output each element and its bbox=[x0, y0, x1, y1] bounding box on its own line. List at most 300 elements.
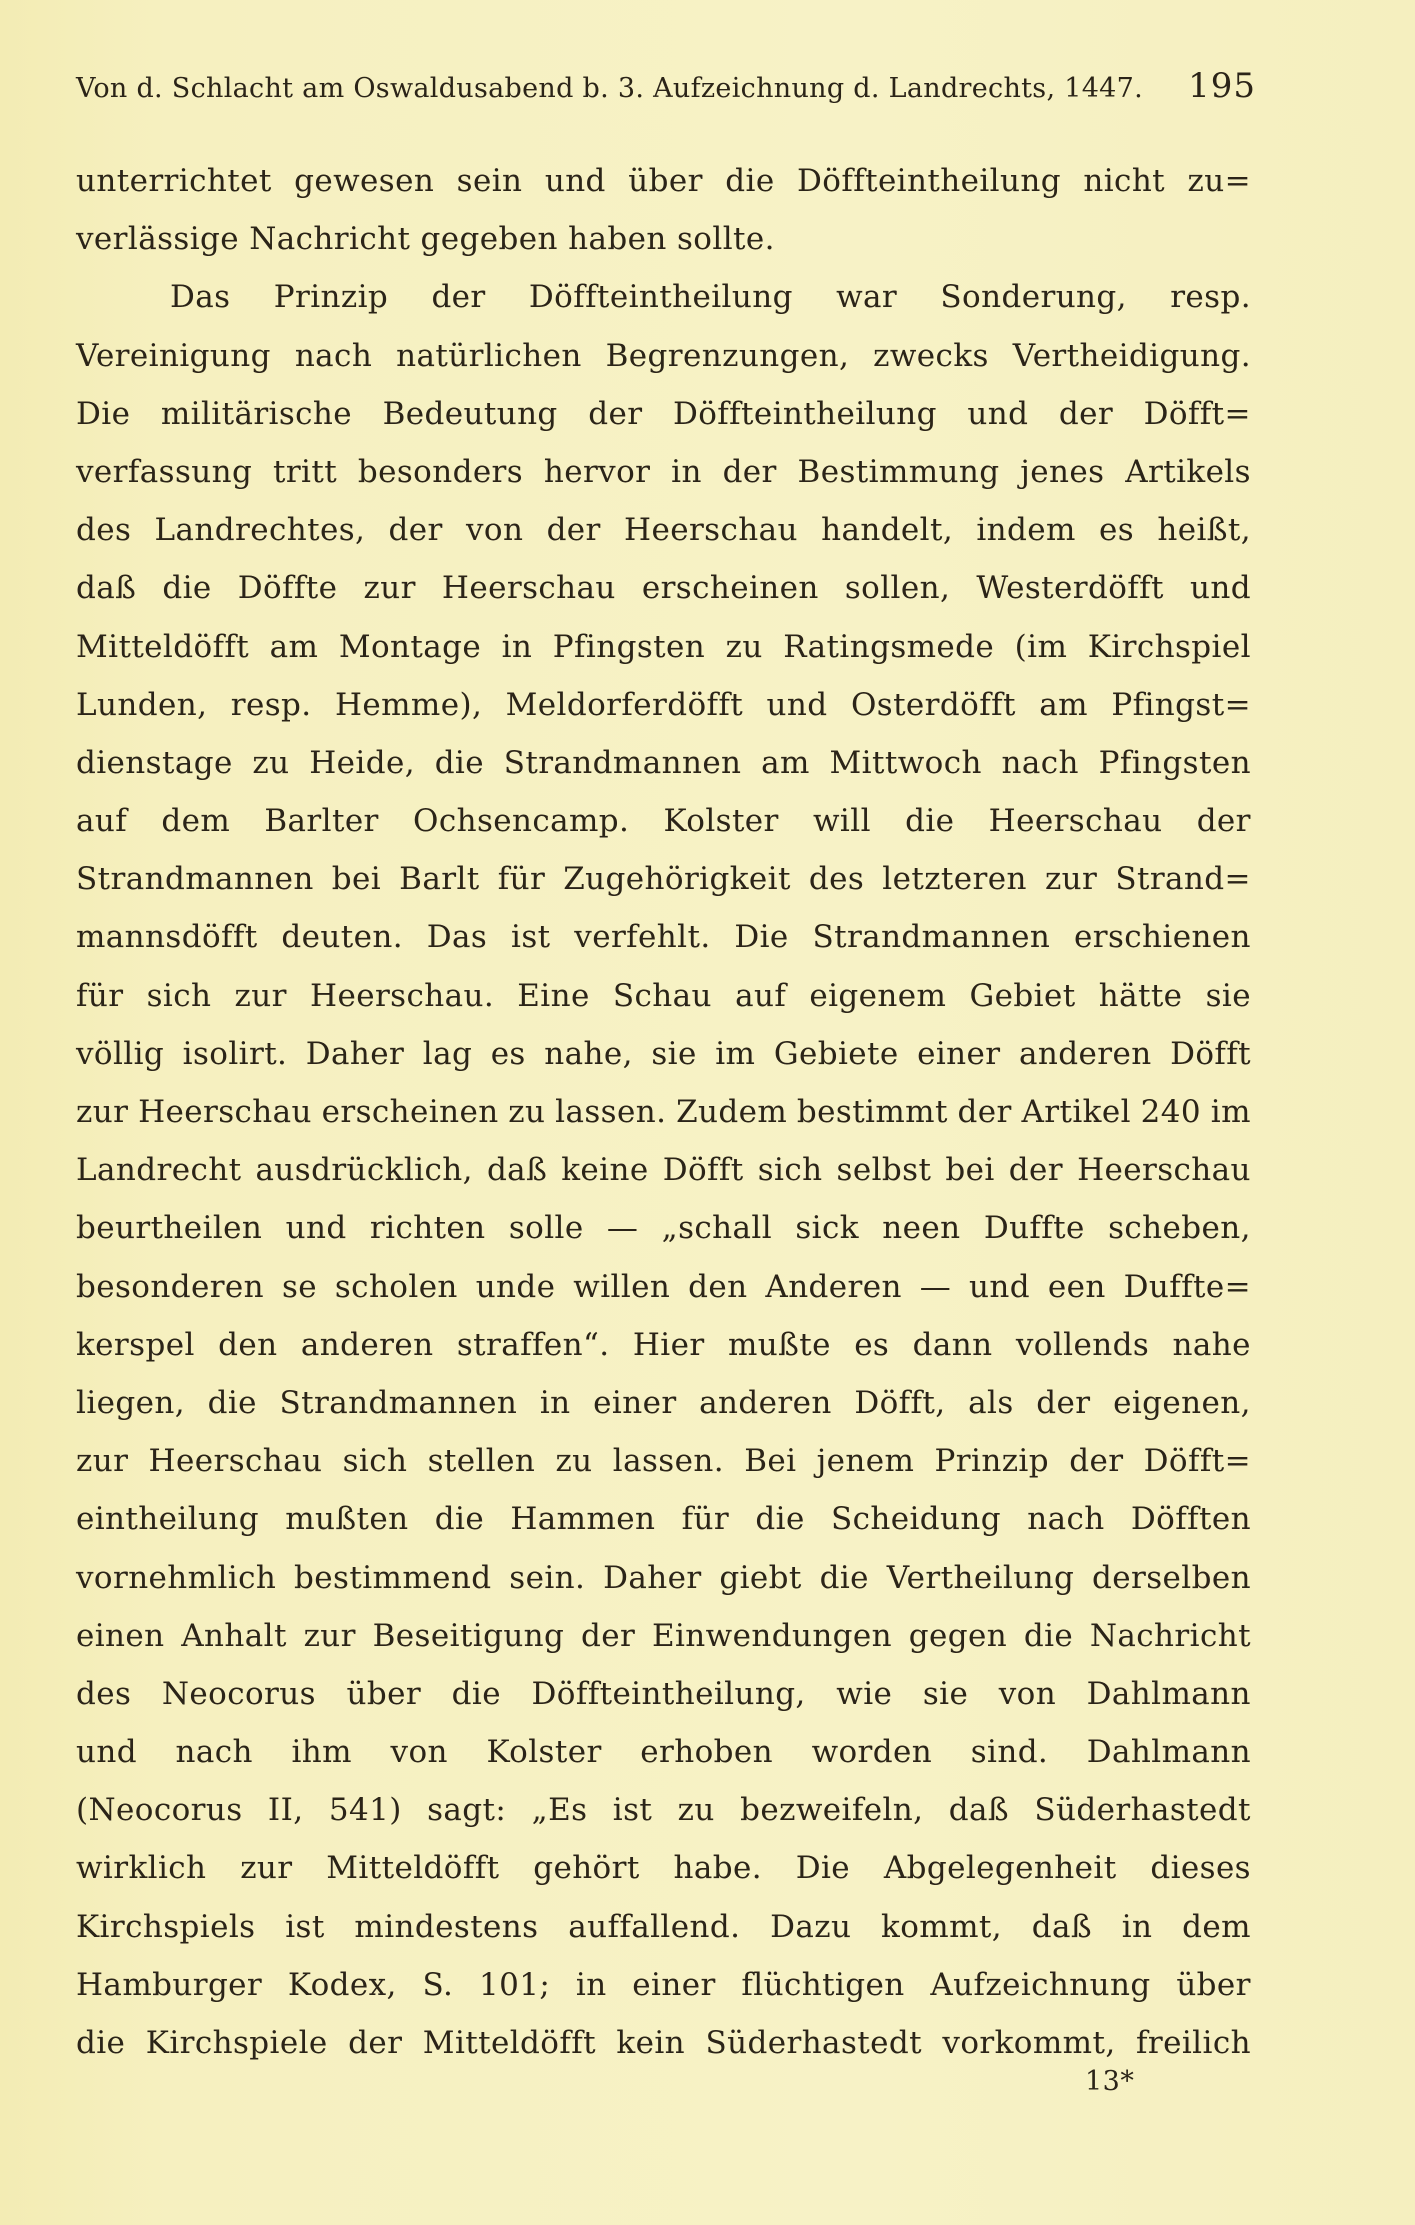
word: im bbox=[1210, 1094, 1251, 1130]
word: Kirchspiel bbox=[1087, 628, 1251, 665]
word: kein bbox=[616, 2025, 686, 2061]
word: Heerschau bbox=[138, 1094, 312, 1130]
word: selbst bbox=[836, 1152, 932, 1189]
running-head-title: Von d. Schlacht am Oswaldusabend b. 3. Aufzeichnung d. Landrechts, 1447. bbox=[76, 73, 1144, 104]
word: Osterdöfft bbox=[850, 686, 1016, 723]
word: neen bbox=[882, 1210, 961, 1247]
signature-mark: 13* bbox=[1085, 2066, 1135, 2097]
word: es bbox=[854, 1326, 890, 1363]
word: daß bbox=[948, 1792, 1010, 1829]
word: von bbox=[390, 1734, 448, 1771]
text-line bbox=[76, 327, 1251, 385]
word: Heerschau bbox=[1077, 1152, 1251, 1189]
word: auf bbox=[735, 977, 787, 1014]
word: Aufzeichnung bbox=[930, 1966, 1151, 2003]
text-line bbox=[76, 908, 1251, 966]
word: Einwendungen bbox=[651, 1617, 893, 1654]
word: Gebiet bbox=[969, 977, 1076, 1014]
text-line bbox=[76, 385, 1251, 443]
word: sagt: bbox=[427, 1792, 507, 1829]
word: straffen“. bbox=[456, 1326, 610, 1363]
word: dann bbox=[912, 1326, 993, 1363]
word: zur bbox=[76, 1094, 129, 1130]
word: Strandmannen bbox=[503, 744, 742, 781]
word: Döfft bbox=[1170, 1035, 1251, 1072]
word: Lunden, bbox=[76, 686, 208, 723]
word: jenem bbox=[816, 1443, 915, 1480]
word: derselben bbox=[1092, 1559, 1251, 1596]
word: über bbox=[628, 163, 703, 199]
word: der bbox=[348, 2025, 403, 2061]
word: Mitteldöfft bbox=[422, 2025, 596, 2061]
word: es bbox=[1099, 512, 1135, 549]
word: und bbox=[766, 686, 828, 723]
text-line bbox=[76, 1839, 1251, 1897]
word: über bbox=[346, 1675, 422, 1712]
word: vorkommt, bbox=[942, 2025, 1116, 2061]
word: nahe, bbox=[544, 1035, 633, 1072]
word: der bbox=[581, 1617, 636, 1654]
word: Daher bbox=[603, 1559, 702, 1596]
word: Bedeutung bbox=[382, 395, 558, 432]
word: Neocorus bbox=[161, 1675, 316, 1712]
word: Döffteintheilung bbox=[672, 395, 937, 432]
word: war bbox=[836, 279, 898, 316]
word: Dazu bbox=[770, 1908, 852, 1945]
word: der bbox=[1196, 803, 1251, 840]
word: zwecks bbox=[873, 337, 989, 374]
word: richten bbox=[369, 1210, 486, 1247]
text-line bbox=[76, 501, 1251, 559]
word: daß bbox=[76, 570, 137, 607]
word: Strandmannen bbox=[279, 1384, 518, 1421]
word: sie bbox=[651, 1035, 697, 1072]
word: stellen bbox=[427, 1443, 536, 1480]
body-text bbox=[76, 152, 1251, 2072]
word: willen bbox=[573, 1268, 671, 1305]
word: nach bbox=[175, 1734, 253, 1771]
word: auf bbox=[76, 803, 128, 840]
word: Die bbox=[795, 1850, 851, 1887]
text-line bbox=[76, 1141, 1251, 1199]
word: zur bbox=[363, 570, 416, 607]
word: zur bbox=[240, 1850, 293, 1887]
text-line bbox=[76, 1374, 1251, 1432]
word: flüchtigen bbox=[741, 1966, 905, 2003]
word: für bbox=[76, 977, 124, 1014]
word: Kirchspiels bbox=[76, 1908, 256, 1945]
word: nach bbox=[1001, 744, 1079, 781]
word: Montage bbox=[338, 628, 482, 665]
word: Strand= bbox=[1115, 861, 1251, 898]
word: Das bbox=[170, 279, 231, 316]
word: Anderen bbox=[765, 1268, 902, 1305]
word: Landrechtes, bbox=[154, 512, 366, 549]
word: tritt bbox=[272, 453, 338, 490]
word: Nachricht bbox=[1089, 1617, 1251, 1654]
word: des bbox=[76, 512, 132, 549]
word: Döfft= bbox=[1143, 395, 1251, 432]
word: nicht bbox=[1083, 163, 1166, 199]
word: Döffte bbox=[237, 570, 338, 607]
word: und bbox=[285, 1210, 347, 1247]
word: bei bbox=[945, 1152, 995, 1189]
word: in bbox=[501, 628, 533, 665]
word: in bbox=[1121, 1908, 1153, 1945]
word: der bbox=[722, 453, 777, 490]
word: — bbox=[606, 1210, 639, 1247]
word: gewesen bbox=[294, 163, 435, 199]
word: ist bbox=[285, 1908, 325, 1945]
word: se bbox=[281, 1268, 317, 1305]
word: Artikels bbox=[1125, 453, 1251, 490]
word: Döfften bbox=[1130, 1501, 1251, 1538]
word: Strandmannen bbox=[812, 919, 1051, 956]
word: und bbox=[1189, 570, 1251, 607]
word: verfehlt. bbox=[574, 919, 711, 956]
word: besonders bbox=[357, 453, 524, 490]
word: zur bbox=[234, 977, 287, 1014]
word: mindestens bbox=[354, 1908, 539, 1945]
word: daß bbox=[486, 1152, 548, 1189]
word: solle bbox=[508, 1210, 584, 1247]
word: daß bbox=[1031, 1908, 1092, 1945]
word: sich bbox=[757, 1152, 823, 1189]
text-line bbox=[76, 1490, 1251, 1548]
word: Prinzip bbox=[273, 279, 389, 316]
word: einer bbox=[632, 1966, 716, 2003]
word: einen bbox=[76, 1617, 165, 1654]
word: zu= bbox=[1187, 163, 1251, 199]
word: die bbox=[162, 570, 212, 607]
text-line bbox=[76, 792, 1251, 850]
word: Landrecht bbox=[76, 1152, 242, 1189]
word: lag bbox=[422, 1035, 473, 1072]
word: mannsdöfft bbox=[76, 919, 258, 956]
word: über bbox=[1176, 1966, 1251, 2003]
text-line bbox=[76, 1258, 1251, 1316]
word: zu bbox=[252, 744, 290, 781]
word: Hier bbox=[632, 1326, 705, 1363]
word: Heerschau bbox=[441, 570, 616, 607]
word: eintheilung bbox=[76, 1501, 259, 1538]
word: een bbox=[1047, 1268, 1106, 1305]
word: Vertheilung bbox=[886, 1559, 1075, 1596]
word: erscheinen bbox=[321, 1094, 499, 1130]
word: der bbox=[546, 512, 601, 549]
word: dem bbox=[1182, 1908, 1251, 1945]
word: sind. bbox=[970, 1734, 1049, 1771]
text-line bbox=[76, 676, 1251, 734]
word: (Neocorus bbox=[76, 1792, 243, 1829]
word: „schall bbox=[661, 1210, 773, 1247]
word: Döfft, bbox=[854, 1384, 946, 1421]
word: anderen bbox=[1019, 1035, 1152, 1072]
word: letzteren bbox=[882, 861, 1027, 898]
text-line bbox=[76, 1607, 1251, 1665]
word: bestimmt bbox=[796, 1094, 948, 1130]
word: von bbox=[998, 1675, 1057, 1712]
word: Mittwoch bbox=[829, 744, 982, 781]
text-line bbox=[76, 1781, 1251, 1839]
text-line bbox=[76, 2014, 1251, 2072]
word: Pfingsten bbox=[552, 628, 706, 665]
word: ausdrücklich, bbox=[255, 1152, 473, 1189]
word: erschienen bbox=[1073, 919, 1251, 956]
word: am bbox=[761, 744, 810, 781]
word: sie bbox=[922, 1675, 969, 1712]
word: die bbox=[434, 1501, 485, 1538]
word: in bbox=[671, 453, 702, 490]
text-line bbox=[76, 1665, 1251, 1723]
word: sie bbox=[1205, 977, 1251, 1014]
word: (im bbox=[1014, 628, 1068, 665]
word: bei bbox=[331, 861, 382, 898]
word: Duffte= bbox=[1123, 1268, 1251, 1305]
word: Strandmannen bbox=[76, 861, 314, 898]
word: 101; bbox=[478, 1966, 551, 2003]
word: die bbox=[755, 1501, 805, 1538]
word: dieses bbox=[1150, 1850, 1251, 1887]
word: die bbox=[1023, 1617, 1074, 1654]
word: handelt, bbox=[821, 512, 954, 549]
word: im bbox=[715, 1035, 756, 1072]
word: zu bbox=[725, 628, 763, 665]
text-line bbox=[76, 268, 1251, 326]
word: die bbox=[434, 744, 484, 781]
word: gehört bbox=[533, 1850, 640, 1887]
word: worden bbox=[811, 1734, 933, 1771]
word: lassen. bbox=[555, 1094, 667, 1130]
word: Anhalt bbox=[181, 1617, 287, 1654]
word: — bbox=[919, 1268, 952, 1305]
word: der bbox=[1069, 1443, 1124, 1480]
word: Kolster bbox=[486, 1734, 602, 1771]
word: giebt bbox=[719, 1559, 802, 1596]
word: ist bbox=[511, 919, 551, 956]
word: des bbox=[808, 861, 865, 898]
word: S. bbox=[422, 1966, 454, 2003]
word: bestimmend bbox=[294, 1559, 492, 1596]
word: Döffteintheilung, bbox=[531, 1675, 806, 1712]
word: 240 bbox=[1140, 1094, 1202, 1130]
word: will bbox=[813, 803, 871, 840]
word: Schau bbox=[612, 977, 712, 1014]
word: Mitteldöfft bbox=[326, 1850, 500, 1887]
word: unde bbox=[475, 1268, 556, 1305]
word: Das bbox=[426, 919, 488, 956]
word: besonderen bbox=[76, 1268, 265, 1305]
word: Prinzip bbox=[934, 1443, 1049, 1480]
word: Heerschau. bbox=[310, 977, 495, 1014]
word: heißt, bbox=[1157, 512, 1251, 549]
word: Dahlmann bbox=[1086, 1734, 1251, 1771]
word: anderen bbox=[300, 1326, 434, 1363]
word: Duffte bbox=[983, 1210, 1085, 1247]
word: Döffteintheilung bbox=[528, 279, 793, 316]
word: mußten bbox=[285, 1501, 409, 1538]
word: Vertheidigung. bbox=[1012, 337, 1251, 374]
word: sein. bbox=[509, 1559, 586, 1596]
word: Scheidung bbox=[830, 1501, 1002, 1538]
word: hätte bbox=[1098, 977, 1183, 1014]
word: Barlter bbox=[264, 803, 379, 840]
word: den bbox=[218, 1326, 278, 1363]
word: Heerschau bbox=[624, 512, 798, 549]
word: zur bbox=[1044, 861, 1098, 898]
text-line bbox=[76, 618, 1251, 676]
word: Beseitigung bbox=[372, 1617, 565, 1654]
word: Zugehörigkeit bbox=[563, 861, 791, 898]
word: anderen bbox=[699, 1384, 832, 1421]
word: in bbox=[539, 1384, 571, 1421]
word: Hamburger bbox=[76, 1966, 263, 2003]
text-line bbox=[76, 1025, 1251, 1083]
word: liegen, bbox=[76, 1384, 185, 1421]
word: der bbox=[1058, 395, 1114, 432]
text-line bbox=[76, 1549, 1251, 1607]
word: verfassung bbox=[76, 453, 253, 490]
word: Westerdöfft bbox=[976, 570, 1164, 607]
word: habe. bbox=[673, 1850, 762, 1887]
word: dem bbox=[161, 803, 231, 840]
word: Sonderung, bbox=[940, 279, 1127, 316]
word: ihm bbox=[291, 1734, 352, 1771]
word: sollen, bbox=[844, 570, 951, 607]
word: Barlt bbox=[399, 861, 480, 898]
word: erscheinen bbox=[641, 570, 819, 607]
word: wie bbox=[836, 1675, 893, 1712]
word: der bbox=[957, 1094, 1012, 1130]
word: Eine bbox=[517, 977, 590, 1014]
word: Döfft= bbox=[1143, 1443, 1251, 1480]
word: Bestimmung bbox=[797, 453, 1000, 490]
word: Die bbox=[76, 395, 131, 432]
word: erhoben bbox=[640, 1734, 773, 1771]
word: die bbox=[207, 1384, 257, 1421]
word: nahe bbox=[1172, 1326, 1251, 1363]
word: nach bbox=[1027, 1501, 1105, 1538]
word: einer bbox=[593, 1384, 677, 1421]
word: den bbox=[688, 1268, 748, 1305]
word: mußte bbox=[727, 1326, 831, 1363]
word: für bbox=[497, 861, 546, 898]
word: Kodex, bbox=[287, 1966, 397, 2003]
word: der bbox=[1008, 1152, 1064, 1189]
word: deuten. bbox=[281, 919, 403, 956]
word: resp. bbox=[1170, 279, 1251, 316]
word: resp. bbox=[230, 686, 312, 723]
text-line bbox=[76, 1898, 1251, 1956]
word: sich bbox=[342, 1443, 408, 1480]
text-line bbox=[76, 967, 1251, 1025]
text-line bbox=[76, 1199, 1251, 1257]
word: als bbox=[968, 1384, 1014, 1421]
word: kerspel bbox=[76, 1326, 195, 1363]
word: freilich bbox=[1136, 2025, 1251, 2061]
word: indem bbox=[976, 512, 1076, 549]
word: Heerschau bbox=[148, 1443, 323, 1480]
word: zur bbox=[76, 1443, 129, 1480]
word: die bbox=[725, 163, 775, 199]
word: und bbox=[544, 163, 606, 199]
word: wirklich bbox=[76, 1850, 207, 1887]
word: Hemme), bbox=[334, 686, 483, 723]
word: keine bbox=[561, 1152, 649, 1189]
word: Meldorferdöfft bbox=[505, 686, 744, 723]
text-line bbox=[76, 1316, 1251, 1374]
page-number: 195 bbox=[1188, 66, 1256, 106]
word: Die bbox=[734, 919, 789, 956]
word: Süderhastedt bbox=[1034, 1792, 1251, 1829]
word: Heerschau bbox=[988, 803, 1163, 840]
text-line bbox=[76, 443, 1251, 501]
word: und bbox=[76, 1734, 137, 1771]
word: II, bbox=[267, 1792, 304, 1829]
word: militärische bbox=[160, 395, 353, 432]
word: Gebiete bbox=[773, 1035, 899, 1072]
text-line bbox=[76, 1723, 1251, 1781]
word: Zudem bbox=[676, 1094, 788, 1130]
word: gegen bbox=[908, 1617, 1008, 1654]
word: sich bbox=[146, 977, 212, 1014]
word: Heide, bbox=[309, 744, 415, 781]
word: Vereinigung bbox=[76, 337, 271, 374]
word: Abgelegenheit bbox=[883, 1850, 1117, 1887]
running-head bbox=[76, 66, 1256, 106]
text-line bbox=[76, 1956, 1251, 2014]
word: nach bbox=[294, 337, 373, 374]
word: Pfingsten bbox=[1098, 744, 1251, 781]
word: zu bbox=[508, 1094, 546, 1130]
word: Hammen bbox=[510, 1501, 656, 1538]
word: der bbox=[1036, 1384, 1091, 1421]
word: die bbox=[451, 1675, 501, 1712]
word: Artikel bbox=[1021, 1094, 1131, 1130]
word: natürlichen bbox=[396, 337, 582, 374]
word: sick bbox=[795, 1210, 859, 1247]
word: in bbox=[575, 1966, 607, 2003]
word: die bbox=[905, 803, 955, 840]
word: der bbox=[588, 395, 643, 432]
word: eigenem bbox=[809, 977, 947, 1014]
word: vollends bbox=[1015, 1326, 1150, 1363]
word: scholen bbox=[334, 1268, 458, 1305]
text-line bbox=[76, 559, 1251, 617]
word: die bbox=[819, 1559, 869, 1596]
word: bezweifeln, bbox=[740, 1792, 924, 1829]
word: und bbox=[967, 395, 1029, 432]
word: Ochsencamp. bbox=[413, 803, 630, 840]
word: jenes bbox=[1020, 453, 1105, 490]
word: isolirt. bbox=[182, 1035, 288, 1072]
word: beurtheilen bbox=[76, 1210, 263, 1247]
word: der bbox=[431, 279, 486, 316]
text-line bbox=[76, 1083, 1251, 1141]
word: zu bbox=[677, 1792, 715, 1829]
word: lassen. bbox=[612, 1443, 724, 1480]
word: völlig bbox=[76, 1035, 165, 1072]
word: 541) bbox=[328, 1792, 402, 1829]
word: des bbox=[76, 1675, 132, 1712]
word: Döfft bbox=[662, 1152, 744, 1189]
word: die bbox=[76, 2025, 126, 2061]
word: dienstage bbox=[76, 744, 233, 781]
word: Mitteldöfft bbox=[76, 628, 250, 665]
word: Kirchspiele bbox=[145, 2025, 328, 2061]
word: Süderhastedt bbox=[705, 2025, 922, 2061]
word: sein bbox=[456, 163, 523, 199]
